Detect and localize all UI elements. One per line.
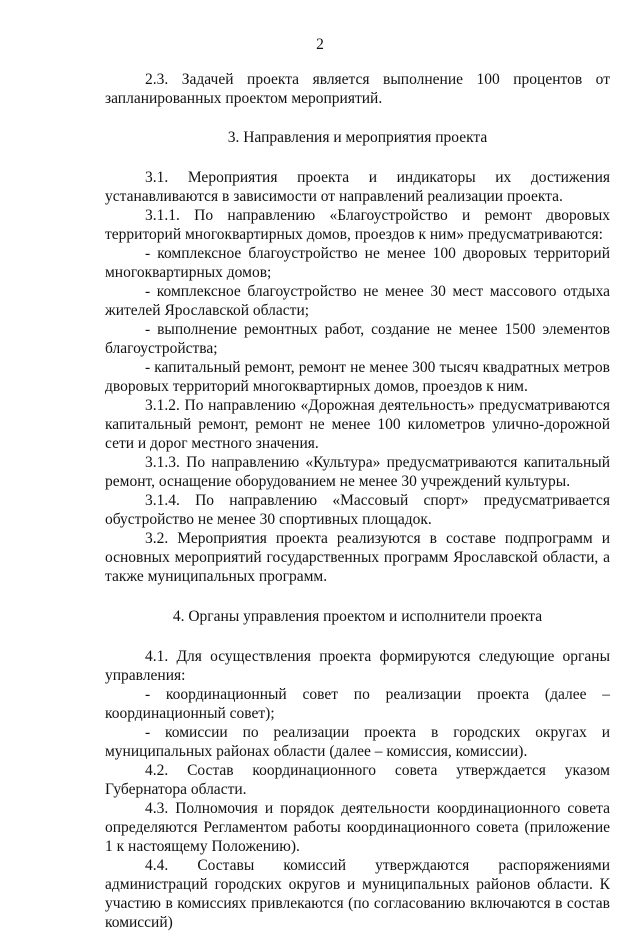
paragraph-3-1-4: 3.1.4. По направлению «Массовый спорт» предусматривается обустройство не менее 30 спортивных площадок. bbox=[105, 492, 610, 528]
paragraph-4-4: 4.4. Составы комиссий утверждаются распоряжениями администраций городских округов и муниципальных районов области. К участию в комиссиях привлекаются (по согласованию включаются в состав комиссий) bbox=[105, 857, 610, 931]
paragraph-3-2: 3.2. Мероприятия проекта реализуются в составе подпрограмм и основных мероприятий государственных программ Ярославской области, а также муниципальных программ. bbox=[105, 530, 610, 585]
paragraph-3-1-3: 3.1.3. По направлению «Культура» предусматриваются капитальный ремонт, оснащение оборудованием не менее 30 учреждений культуры. bbox=[105, 454, 610, 490]
paragraph-4-2: 4.2. Состав координационного совета утверждается указом Губернатора области. bbox=[105, 762, 610, 798]
paragraph-4-3: 4.3. Полномочия и порядок деятельности координационного совета определяются Регламентом работы координационного совета (приложение 1 к настоящему Положению). bbox=[105, 800, 610, 855]
bullet-item: - капитальный ремонт, ремонт не менее 300 тысяч квадратных метров дворовых территорий многоквартирных домов, проездов к ним. bbox=[105, 359, 610, 395]
bullet-item: - комиссии по реализации проекта в городских округах и муниципальных районах области (далее – комиссия, комиссии). bbox=[105, 724, 610, 760]
page-number: 2 bbox=[316, 36, 324, 53]
bullet-item: - комплексное благоустройство не менее 100 дворовых территорий многоквартирных домов; bbox=[105, 245, 610, 281]
bullet-item: - выполнение ремонтных работ, создание не менее 1500 элементов благоустройства; bbox=[105, 321, 610, 357]
section-4-heading: 4. Органы управления проектом и исполнители проекта bbox=[172, 608, 543, 625]
bullet-item: - комплексное благоустройство не менее 30 мест массового отдыха жителей Ярославской области; bbox=[105, 283, 610, 319]
document-body bbox=[105, 70, 610, 932]
paragraph-3-1: 3.1. Мероприятия проекта и индикаторы их достижения устанавливаются в зависимости от направлений реализации проекта. bbox=[105, 169, 610, 205]
paragraph-3-1-2: 3.1.2. По направлению «Дорожная деятельность» предусматриваются капитальный ремонт, ремонт не менее 100 километров улично-дорожной сети и дорог местного значения. bbox=[105, 397, 610, 452]
section-3-heading: 3. Направления и мероприятия проекта bbox=[227, 129, 488, 146]
paragraph-4-1: 4.1. Для осуществления проекта формируются следующие органы управления: bbox=[105, 648, 610, 684]
bullet-item: - координационный совет по реализации проекта (далее – координационный совет); bbox=[105, 686, 610, 722]
paragraph-2-3: 2.3. Задачей проекта является выполнение 100 процентов от запланированных проектом мероприятий. bbox=[105, 71, 610, 107]
paragraph-3-1-1: 3.1.1. По направлению «Благоустройство и ремонт дворовых территорий многоквартирных домов, проездов к ним» предусматриваются: bbox=[105, 207, 610, 243]
